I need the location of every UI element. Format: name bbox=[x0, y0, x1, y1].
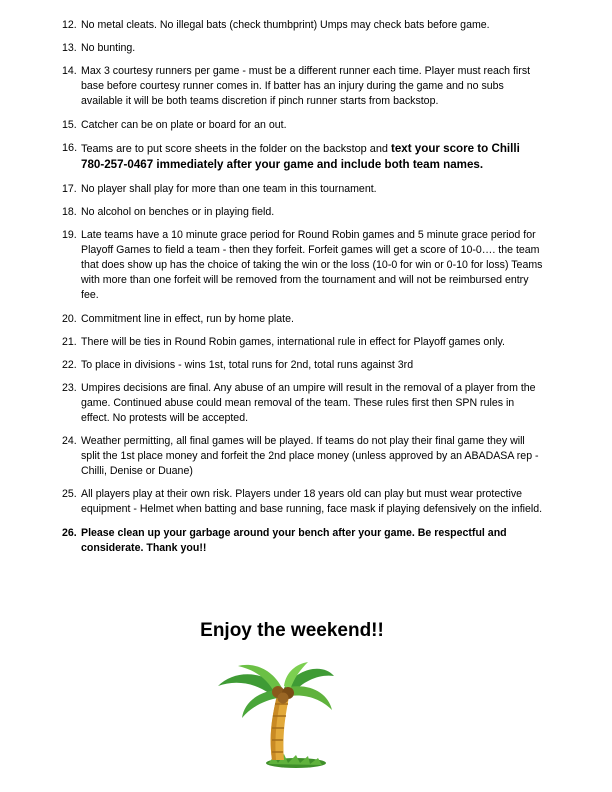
rule-text: No alcohol on benches or in playing field. bbox=[81, 206, 275, 219]
rule-26 bbox=[0, 526, 612, 556]
rule-19 bbox=[0, 228, 612, 303]
rule-number: 25. bbox=[62, 488, 77, 501]
rule-number: 18. bbox=[62, 206, 77, 219]
rule-text: Max 3 courtesy runners per game - must be a different runner each time. Player must reach first base before courtesy runner comes in. If batter has an injury during the game and no subs available it will be both teams discretion if pinch runner starts from backstop. bbox=[81, 65, 531, 108]
rule-emphasis: text your score to Chilli 780-257-0467 immediately after your game and include both team names. bbox=[81, 141, 520, 172]
palm-tree-icon bbox=[212, 660, 336, 772]
rule-23 bbox=[0, 381, 612, 426]
rule-number: 26. bbox=[62, 526, 77, 539]
rule-text: No bunting. bbox=[81, 42, 136, 55]
rule-text: All players play at their own risk. Players under 18 years old can play but must wear protective equipment - Helmet when batting and base running, face mask if playing defensively on the infield. bbox=[81, 488, 543, 516]
rule-number: 21. bbox=[62, 335, 77, 348]
rule-22 bbox=[0, 358, 612, 373]
rule-number: 22. bbox=[62, 358, 77, 371]
rule-14 bbox=[0, 64, 612, 109]
rule-18 bbox=[0, 205, 612, 220]
rule-15 bbox=[0, 118, 612, 133]
rule-number: 15. bbox=[62, 118, 77, 131]
rule-20 bbox=[0, 312, 612, 327]
rule-25 bbox=[0, 487, 612, 517]
rule-number: 14. bbox=[62, 65, 77, 78]
rule-text: Weather permitting, all final games will be played. If teams do not play their final game they will split the 1st place money and forfeit the 2nd place money (unless approved by an ABADASA rep - Chilli, Denise or Duane) bbox=[81, 435, 539, 478]
closing-heading: Enjoy the weekend!! bbox=[200, 620, 384, 641]
rule-text: There will be ties in Round Robin games, international rule in effect for Playoff games only. bbox=[81, 335, 505, 348]
rules-list bbox=[0, 18, 612, 564]
rule-number: 12. bbox=[62, 19, 77, 31]
rule-number: 16. bbox=[62, 141, 78, 154]
rule-17 bbox=[0, 182, 612, 197]
rule-number: 23. bbox=[62, 382, 77, 395]
rule-text: Umpires decisions are final. Any abuse of an umpire will result in the removal of a player from the game. Continued abuse could mean removal of the team. These rules first then SPN rules in effect. No protests will be accepted. bbox=[81, 382, 536, 425]
rule-text: Please clean up your garbage around your bench after your game. Be respectful and considerate. Thank you!! bbox=[81, 526, 507, 554]
rule-12 bbox=[0, 18, 612, 33]
rule-text: Commitment line in effect, run by home plate. bbox=[81, 312, 294, 325]
rule-text: No player shall play for more than one team in this tournament. bbox=[81, 182, 377, 195]
rule-21 bbox=[0, 335, 612, 350]
rule-24 bbox=[0, 434, 612, 479]
rule-text: No metal cleats. No illegal bats (check thumbprint) Umps may check bats before game. bbox=[81, 19, 490, 31]
rule-13 bbox=[0, 41, 612, 56]
rule-number: 24. bbox=[62, 435, 77, 448]
rule-number: 17. bbox=[62, 182, 77, 195]
rule-text: Late teams have a 10 minute grace period for Round Robin games and 5 minute grace period for Playoff Games to field a team - then they forfeit. Forfeit games will get a score of 10-0…. the team that does show up has the choice of taking the win or the loss (10-0 for win or 0-10 for loss) Teams with more than one forfeit will be removed from the tournament and will not be reimbursed entry fee. bbox=[81, 229, 543, 302]
rule-text: To place in divisions - wins 1st, total runs for 2nd, total runs against 3rd bbox=[81, 358, 414, 371]
rule-text: Catcher can be on plate or board for an out. bbox=[81, 118, 287, 131]
rule-text: Teams are to put score sheets in the folder on the backstop and bbox=[81, 142, 391, 155]
rule-number: 13. bbox=[62, 42, 77, 55]
rule-number: 20. bbox=[62, 312, 77, 325]
rule-16 bbox=[0, 141, 612, 174]
rule-number: 19. bbox=[62, 229, 77, 242]
